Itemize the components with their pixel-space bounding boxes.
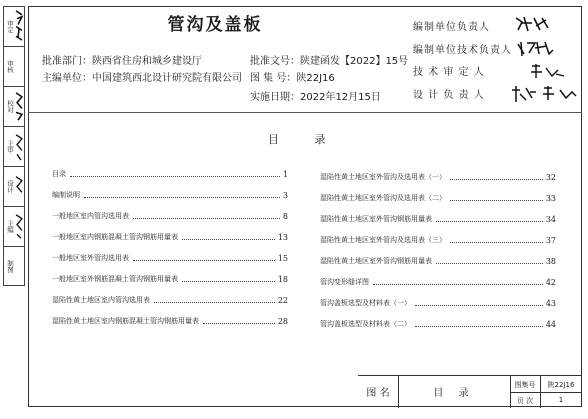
signature-image	[14, 167, 24, 206]
implementation-date-value: 2022年12月15日	[300, 92, 381, 103]
toc-entry[interactable]	[320, 254, 556, 266]
toc-leader-dots	[70, 176, 280, 177]
toc-entry-page: 18	[277, 275, 288, 284]
toc-entry-text: 湿陷性黄土地区室内管沟选用表	[52, 296, 150, 304]
toc-entry-page: 22	[277, 296, 288, 305]
atlas-number-label: 图 集 号：	[250, 73, 297, 84]
toc-leader-dots	[415, 326, 543, 327]
toc-leader-dots	[373, 284, 543, 285]
toc-entry[interactable]	[320, 317, 556, 329]
toc-entry-text: 编制说明	[52, 191, 80, 199]
signature-image	[14, 127, 24, 166]
toc-entry-text: 湿陷性黄土地区室外管沟及选用表（一）	[320, 173, 446, 181]
toc-entry[interactable]	[52, 230, 288, 242]
toc-leader-dots	[182, 281, 275, 282]
signature-image	[528, 62, 568, 80]
signature-image	[515, 38, 555, 58]
responsible-label: 技 术 审 定 人	[413, 67, 485, 78]
editor-unit-value: 中国建筑西北设计研究院有限公司	[92, 73, 242, 84]
strip-label: 审定	[6, 20, 14, 33]
toc-entry[interactable]	[52, 272, 288, 284]
toc-entry[interactable]	[52, 293, 288, 305]
toc-leader-dots	[203, 323, 275, 324]
atlas-number	[250, 69, 335, 84]
title-block	[358, 375, 582, 408]
toc-entry-page: 38	[545, 257, 556, 266]
toc-leader-dots	[133, 218, 280, 219]
toc-entry-text: 湿陷性黄土地区室外管沟钢筋用量表	[320, 257, 432, 265]
toc-leader-dots	[154, 302, 275, 303]
toc-entry[interactable]	[52, 188, 288, 200]
toc-entry-text: 一般地区室内钢筋混凝土管沟钢筋用量表	[52, 233, 178, 241]
toc-entry[interactable]	[320, 212, 556, 224]
toc-leader-dots	[450, 200, 543, 201]
toc-entry[interactable]	[52, 167, 288, 179]
strip-cell-drafting	[4, 247, 24, 285]
toc-leader-dots	[436, 263, 543, 264]
strip-label: 主编	[6, 220, 14, 233]
toc-entry-text: 湿陷性黄土地区室外管沟钢筋用量表	[320, 215, 432, 223]
strip-cell-approve	[4, 7, 24, 47]
toc-entry-text: 一般地区室外管沟选用表	[52, 254, 129, 262]
toc-leader-dots	[436, 221, 543, 222]
responsible-label: 编制单位技术负责人	[413, 45, 512, 56]
strip-cell-chief-review	[4, 127, 24, 167]
toc-entry-text: 湿陷性黄土地区室外管沟及选用表（二）	[320, 194, 446, 202]
toc-entry-page: 3	[282, 191, 288, 200]
toc-entry-page: 15	[277, 254, 288, 263]
signature-strip	[3, 6, 25, 286]
toc-entry-text: 一般地区室外钢筋混凝土管沟钢筋用量表	[52, 275, 178, 283]
toc-entry-page: 8	[282, 212, 288, 221]
strip-label: 制图	[6, 259, 14, 273]
strip-label: 校对	[6, 100, 14, 113]
implementation-date-label: 实施日期：	[250, 92, 300, 103]
toc-entry[interactable]	[320, 296, 556, 308]
responsible-label: 设 计 负 责 人	[413, 90, 485, 101]
approval-doc-label: 批准文号：	[250, 56, 300, 67]
toc-entry-page: 33	[545, 194, 556, 203]
toc-entry-page: 44	[545, 320, 556, 329]
strip-cell-chief-editor	[4, 207, 24, 247]
toc-entry-text: 一般地区室内管沟选用表	[52, 212, 129, 220]
toc-entry-text: 湿陷性黄土地区室外管沟及选用表（三）	[320, 236, 446, 244]
toc-entry[interactable]	[52, 251, 288, 263]
toc-entry-text: 目录	[52, 170, 66, 178]
toc-entry[interactable]	[52, 314, 288, 326]
toc-entry-text: 管沟盖板选型及材料表（二）	[320, 320, 411, 328]
responsible-label: 编制单位负责人	[413, 22, 490, 33]
approval-doc-value: 陕建函发【2022】15号	[300, 56, 409, 67]
toc-leader-dots	[182, 239, 275, 240]
strip-label: 主审	[6, 140, 14, 153]
toc-entry-page: 28	[277, 317, 288, 326]
approval-unit-label: 批准部门：	[42, 56, 92, 67]
toc-entry[interactable]	[320, 191, 556, 203]
approval-doc	[250, 52, 408, 67]
atlas-number-value: 陕22J16	[296, 73, 335, 84]
strip-cell-check	[4, 87, 24, 127]
page-label: 页 次	[516, 397, 534, 405]
toc-entry-page: 34	[545, 215, 556, 224]
approval-unit-value: 陕西省住房和城乡建设厅	[92, 56, 202, 67]
signature-image	[14, 87, 24, 126]
toc-entry-page: 1	[282, 170, 288, 179]
page-number: 1	[558, 396, 564, 404]
approval-unit	[42, 52, 202, 67]
toc-entry-page: 43	[545, 299, 556, 308]
drawing-name-label: 图 名	[366, 388, 390, 399]
toc-entry-page: 32	[545, 173, 556, 182]
toc-leader-dots	[415, 305, 543, 306]
toc-leader-dots	[84, 197, 280, 198]
header-divider	[28, 112, 582, 113]
strip-cell-design	[4, 167, 24, 207]
toc-entry-text: 湿陷性黄土地区室内钢筋混凝土管沟钢筋用量表	[52, 317, 199, 325]
toc-entry-text: 管沟盖板选型及材料表（一）	[320, 299, 411, 307]
toc-entry-page: 42	[545, 278, 556, 287]
editor-unit-label: 主编单位：	[42, 73, 92, 84]
toc-entry[interactable]	[320, 275, 556, 287]
strip-cell-review	[4, 47, 24, 87]
strip-label: 审核	[6, 60, 14, 73]
toc-leader-dots	[450, 242, 543, 243]
signature-image	[512, 14, 552, 34]
toc-entry[interactable]	[320, 170, 556, 182]
signature-image	[14, 7, 24, 46]
toc-entry-text: 管沟变形缝详图	[320, 278, 369, 286]
signature-image	[510, 84, 580, 104]
page-title: 管沟及盖板	[167, 15, 263, 35]
signature-image	[14, 207, 24, 246]
atlas-number-value: 陕22J16	[547, 381, 575, 389]
implementation-date	[250, 88, 381, 103]
toc-leader-dots	[450, 179, 543, 180]
toc-entry-page: 13	[277, 233, 288, 242]
toc-entry[interactable]	[320, 233, 556, 245]
toc-title: 目 录	[268, 133, 342, 146]
divider	[510, 392, 582, 393]
toc-entry[interactable]	[52, 209, 288, 221]
toc-leader-dots	[133, 260, 275, 261]
toc-entry-page: 37	[545, 236, 556, 245]
editor-unit	[42, 69, 242, 84]
atlas-number-label: 图集号	[514, 381, 536, 389]
drawing-name: 目 录	[433, 388, 475, 399]
strip-label: 设计	[6, 180, 14, 193]
